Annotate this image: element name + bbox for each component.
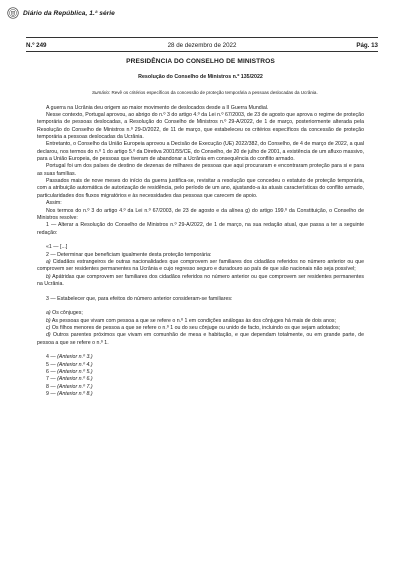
coat-of-arms-icon [7,7,19,19]
paragraph: Assim: [46,200,62,207]
item-text: Os cônjuges; [50,310,83,317]
summary-label: Sumário: [92,89,111,95]
list-item [37,325,364,332]
summary-text: Revê os critérios específicos da concessão de proteção temporária a pessoas deslocadas da Ucrânia. [110,89,318,95]
item-label: b) [46,317,51,324]
list-item [37,318,364,325]
item-number: 5 — [46,361,58,368]
list-item [37,310,364,317]
spacer [37,237,364,244]
item-label: c) [46,324,51,331]
paragraph: 1 — Alterar a Resolução do Conselho de Ministros n.º 29-A/2022, de 1 de março, na sua redação atual, que passa a ter a seguinte redação: [37,222,364,236]
list-item [37,376,364,383]
list-item [37,354,364,361]
paragraph: Portugal foi um dos países de destino de dezenas de milhares de pessoas que aqui procuraram e encontraram proteção para si e para as suas famílias. [37,163,364,177]
item-text: Os filhos menores de pessoa a que se refere o n.º 1 ou do seu cônjuge ou unido de facto, incluindo os que sejam adotados; [50,324,341,331]
paragraph: Passados mais de nove meses do início da guerra justifica-se, revisitar a resolução que concedeu o estatuto de proteção temporária, com a atribuição automática de autorização de residência, pelo período de um ano, ajustando-a às atuais características do conflito armado, particularidades dos fluxos migratórios e às necessidades das pessoas que carecem de apoio. [37,178,364,199]
item-number: 4 — [46,354,58,361]
section-title: PRESIDÊNCIA DO CONSELHO DE MINISTROS [126,58,275,65]
item-text: Cidadãos estrangeiros de outras nacionalidades que comprovem ser familiares dos cidadãos referidos no número anterior ou que comprovem ser residentes permanentes na Ucrânia e cujo regresso seguro e duradouro ao país de que são nacionais não seja possível; [37,258,364,273]
summary [92,90,350,96]
item-label: b) [46,273,51,280]
header-rule-top [26,37,378,38]
document-body [37,58,364,398]
item-number: 9 — [46,390,58,397]
item-text: (Anterior n.º 6.) [57,376,93,383]
paragraph: Nos termos do n.º 3 do artigo 4.º da Lei n.º 67/2003, de 23 de agosto e da alínea g) do artigo 199.º da Constituição, o Conselho de Ministros resolve: [37,207,364,221]
issue-number: N.º 249 [26,42,47,49]
quoted-line: 3 — Estabelecer que, para efeitos do número anterior consideram-se familiares: [46,295,233,302]
item-text: (Anterior n.º 8.) [57,390,93,397]
item-text: (Anterior n.º 7.) [57,383,93,390]
paragraph: Nesse contexto, Portugal aprovou, ao abrigo do n.º 3 do artigo 4.º da Lei n.º 67/2003, de 23 de agosto que aprova o regime de proteção temporária de pessoas deslocadas, a Resolução do Conselho de Ministros n.º 29-A/2022, de 1 de março, posteriormente alterada pela Resolução do Conselho de Ministros n.º 29-D/2022, de 11 de março, que estabeleceu os critérios específicos da concessão de proteção temporária a pessoas deslocadas da Ucrânia. [37,112,364,141]
list-item [37,259,364,274]
journal-header [7,6,392,20]
item-text: Apátridas que comprovem ser familiares dos cidadãos referidos no número anterior ou que comprovem ser residentes permanentes na Ucrânia. [37,273,364,287]
spacer [37,288,364,295]
spacer [37,303,364,310]
item-text: (Anterior n.º 4.) [57,361,93,368]
list-item [37,274,364,289]
item-number: 8 — [46,383,58,390]
list-item [37,362,364,369]
quoted-line: «1 — [...] [46,244,68,251]
list-item [37,391,364,398]
paragraph: A guerra na Ucrânia deu origem ao maior movimento de deslocados desde a II Guerra Mundial. [46,104,269,111]
spacer [37,347,364,354]
journal-title: Diário da República, 1.ª série [23,9,115,17]
issue-date: 28 de dezembro de 2022 [167,42,237,49]
list-item [37,384,364,391]
list-item [37,332,364,347]
list-item [37,369,364,376]
header-rule-bottom [26,51,378,52]
item-label: a) [46,310,51,317]
item-text: Outros parentes próximos que vivam em comunhão de mesa e habitação, e que dependam totalmente, ou em grande parte, de pessoa a que se refere o n.º 1. [37,332,364,346]
item-text: (Anterior n.º 3.) [57,354,93,361]
resolution-title: Resolução do Conselho de Ministros n.º 135/2022 [138,74,263,81]
item-label: d) [46,332,51,339]
item-text: (Anterior n.º 5.) [57,368,93,375]
page-number: Pág. 13 [356,42,378,49]
item-number: 7 — [46,376,58,383]
item-text: As pessoas que vivam com pessoa a que se refere o n.º 1 em condições análogas às dos cônjuges há mais de dois anos; [50,317,336,324]
issue-info-bar [26,40,378,51]
item-number: 6 — [46,368,58,375]
quoted-line: 2 — Determinar que beneficiam igualmente desta proteção temporária: [46,251,212,258]
item-label: a) [46,258,51,265]
paragraph: Entretanto, o Conselho da União Europeia aprovou a Decisão de Execução (UE) 2022/382, do Conselho, de 4 de março de 2022, a qual declarou, nos termos do n.º 1 do artigo 5.º da Diretiva 2001/55/CE, do Conselho, de 20 de julho de 2001, a existência de um afluxo massivo, para a União Europeia, de pessoas que tiveram de abandonar a Ucrânia em consequência do conflito armado. [37,141,364,163]
